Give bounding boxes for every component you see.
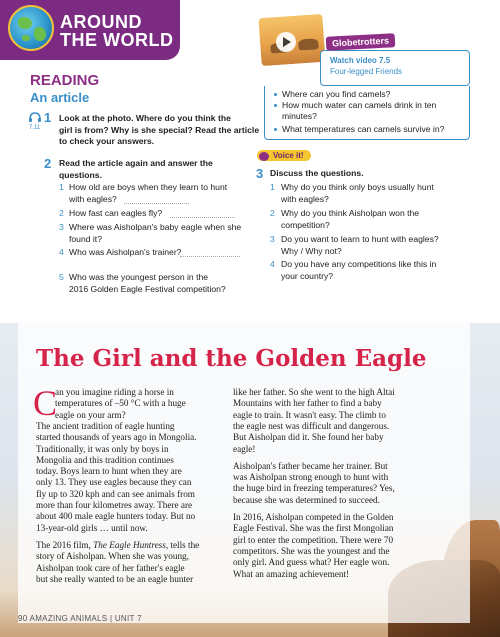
- question-text: Do you want to learn to hunt with eagles?: [281, 234, 439, 244]
- article-line: eagle on your arm?: [55, 409, 126, 420]
- question-text: Why do you think only boys usually hunt: [281, 182, 434, 192]
- video-title[interactable]: Watch video 7.5: [330, 56, 391, 65]
- article-line: The 2016 film, The Eagle Huntress, tells the: [36, 539, 200, 550]
- answer-line[interactable]: [180, 256, 240, 257]
- banner-title-line1: AROUND: [60, 12, 142, 32]
- article-line: Eagle Festival. She was the first Mongolian: [233, 523, 394, 534]
- video-question: Where can you find camels?: [282, 89, 391, 99]
- section-heading: READING: [30, 72, 100, 89]
- question-text: Do you have any competitions like this in: [281, 259, 437, 269]
- question-number: 5: [59, 272, 64, 282]
- question-number: 3: [59, 222, 64, 232]
- article-line: But Aisholpan did it. She found her baby: [233, 432, 384, 443]
- exercise-instruction: questions.: [59, 169, 102, 180]
- question-number: 4: [270, 259, 275, 269]
- question-text: Why / Why not?: [281, 245, 342, 256]
- article-line: In 2016, Aisholpan competed in the Golden: [233, 512, 394, 522]
- banner-title-line2: THE WORLD: [60, 30, 174, 50]
- article-line: girl to enter the competition. There were 70: [233, 534, 394, 545]
- article-line: started thousands of years ago in Mongolia.: [36, 432, 197, 443]
- headphones-icon[interactable]: [29, 112, 41, 122]
- exercise-instruction: to check your answers.: [59, 136, 155, 146]
- exercise-instruction: girl is from? Why is she special? Read the article: [59, 124, 260, 135]
- question-text: Where was Aisholpan's baby eagle when she: [69, 222, 242, 232]
- question-number: 2: [59, 208, 64, 218]
- question-text: with eagles?: [281, 193, 329, 204]
- page-footer: 90 AMAZING ANIMALS | UNIT 7: [18, 614, 142, 623]
- article-line: today. Boys learn to hunt when they are: [36, 466, 182, 477]
- question-text: 2016 Golden Eagle Festival competition?: [69, 283, 226, 294]
- video-question: What temperatures can camels survive in?: [282, 124, 445, 134]
- question-number: 4: [59, 247, 64, 257]
- question-number: 3: [270, 234, 275, 244]
- video-question: How much water can camels drink in ten: [282, 100, 437, 110]
- question-number: 1: [59, 182, 64, 192]
- bullet-icon: [274, 104, 277, 107]
- video-subtitle: Four-legged Friends: [330, 67, 403, 76]
- article-line: an you imagine riding a horse in: [55, 387, 174, 397]
- exercise-number: 2: [44, 156, 52, 171]
- exercise-instruction: Look at the photo. Where do you think the: [59, 113, 231, 123]
- article-line: temperatures of –50 °C with a huge: [55, 398, 186, 409]
- exercise-number: 1: [44, 110, 52, 125]
- article-line: more than four kilometres away. There are: [36, 500, 193, 510]
- article-line: story of Aisholpan. When she was young,: [36, 551, 189, 562]
- article-line: eagle to train. It wasn't easy. The climb to: [233, 409, 386, 420]
- voice-it-badge: Voice it!: [257, 150, 311, 161]
- question-text: Why do you think Aisholpan won the: [281, 208, 420, 218]
- globetrotters-label: Globetrotters: [326, 33, 396, 51]
- article-line: because she was determined to succeed.: [233, 494, 380, 505]
- article-line: Traditionally, it was only by boys in: [36, 443, 169, 454]
- article-line: but she really wanted to be an eagle hunter: [36, 573, 194, 584]
- question-text: How fast can eagles fly?: [69, 208, 163, 218]
- play-icon[interactable]: [276, 32, 296, 52]
- question-text: How old are boys when they learn to hunt: [69, 182, 228, 192]
- article-line: the huge bird in freezing temperatures? Yes,: [233, 483, 395, 494]
- article-line: about 400 male eagle hunters today. But no: [36, 511, 196, 522]
- article-line: like her father. So she went to the high Altai: [233, 387, 395, 397]
- article-line: only 13. They use eagles because they can: [36, 477, 192, 488]
- audio-track-code: 7.11: [29, 125, 41, 131]
- article-line: fly up to 320 kph and can see animals from: [36, 488, 195, 499]
- article-line: The ancient tradition of eagle hunting: [36, 420, 175, 431]
- article-line: the eagle nest was difficult and dangerous.: [233, 420, 390, 431]
- article-line: was Aisholpan strong enough to hunt with: [233, 472, 389, 483]
- article-line: competitors. She was the youngest and the: [233, 545, 390, 556]
- article-line: only girl. And guess what? Her eagle won.: [233, 557, 390, 568]
- exercise-instruction: Read the article again and answer the: [59, 158, 213, 168]
- globe-icon: [8, 5, 54, 51]
- question-number: 2: [270, 208, 275, 218]
- exercise-instruction: Discuss the questions.: [270, 168, 364, 178]
- article-line: Mountains with her father to find a baby: [233, 398, 382, 409]
- drop-cap: C: [33, 383, 58, 423]
- subsection-heading: An article: [30, 90, 90, 105]
- article-line: Aisholpan took care of her father's eagle: [36, 562, 185, 573]
- question-text: Who was Aisholpan's trainer?: [69, 247, 182, 257]
- article-line: Mongolia and this tradition continues: [36, 454, 174, 465]
- article-line: Aisholpan's father became her trainer. But: [233, 460, 388, 471]
- article-line: eagle!: [233, 443, 256, 454]
- question-text: with eagles?: [69, 193, 117, 204]
- video-question: minutes?: [282, 111, 317, 121]
- bullet-icon: [274, 93, 277, 96]
- question-text: found it?: [69, 233, 102, 244]
- question-number: 1: [270, 182, 275, 192]
- exercise-number: 3: [256, 166, 264, 181]
- question-text: competition?: [281, 219, 330, 230]
- speech-bubble-icon: [259, 152, 269, 161]
- section-banner: [0, 0, 180, 60]
- article-line: What an amazing achievement!: [233, 568, 350, 579]
- question-text: Who was the youngest person in the: [69, 272, 209, 282]
- article-line: 13-year-old girls … until now.: [36, 522, 148, 533]
- article-title: The Girl and the Golden Eagle: [36, 345, 427, 372]
- bullet-icon: [274, 128, 277, 131]
- question-text: your country?: [281, 270, 334, 281]
- answer-line[interactable]: [124, 203, 189, 204]
- answer-line[interactable]: [170, 217, 235, 218]
